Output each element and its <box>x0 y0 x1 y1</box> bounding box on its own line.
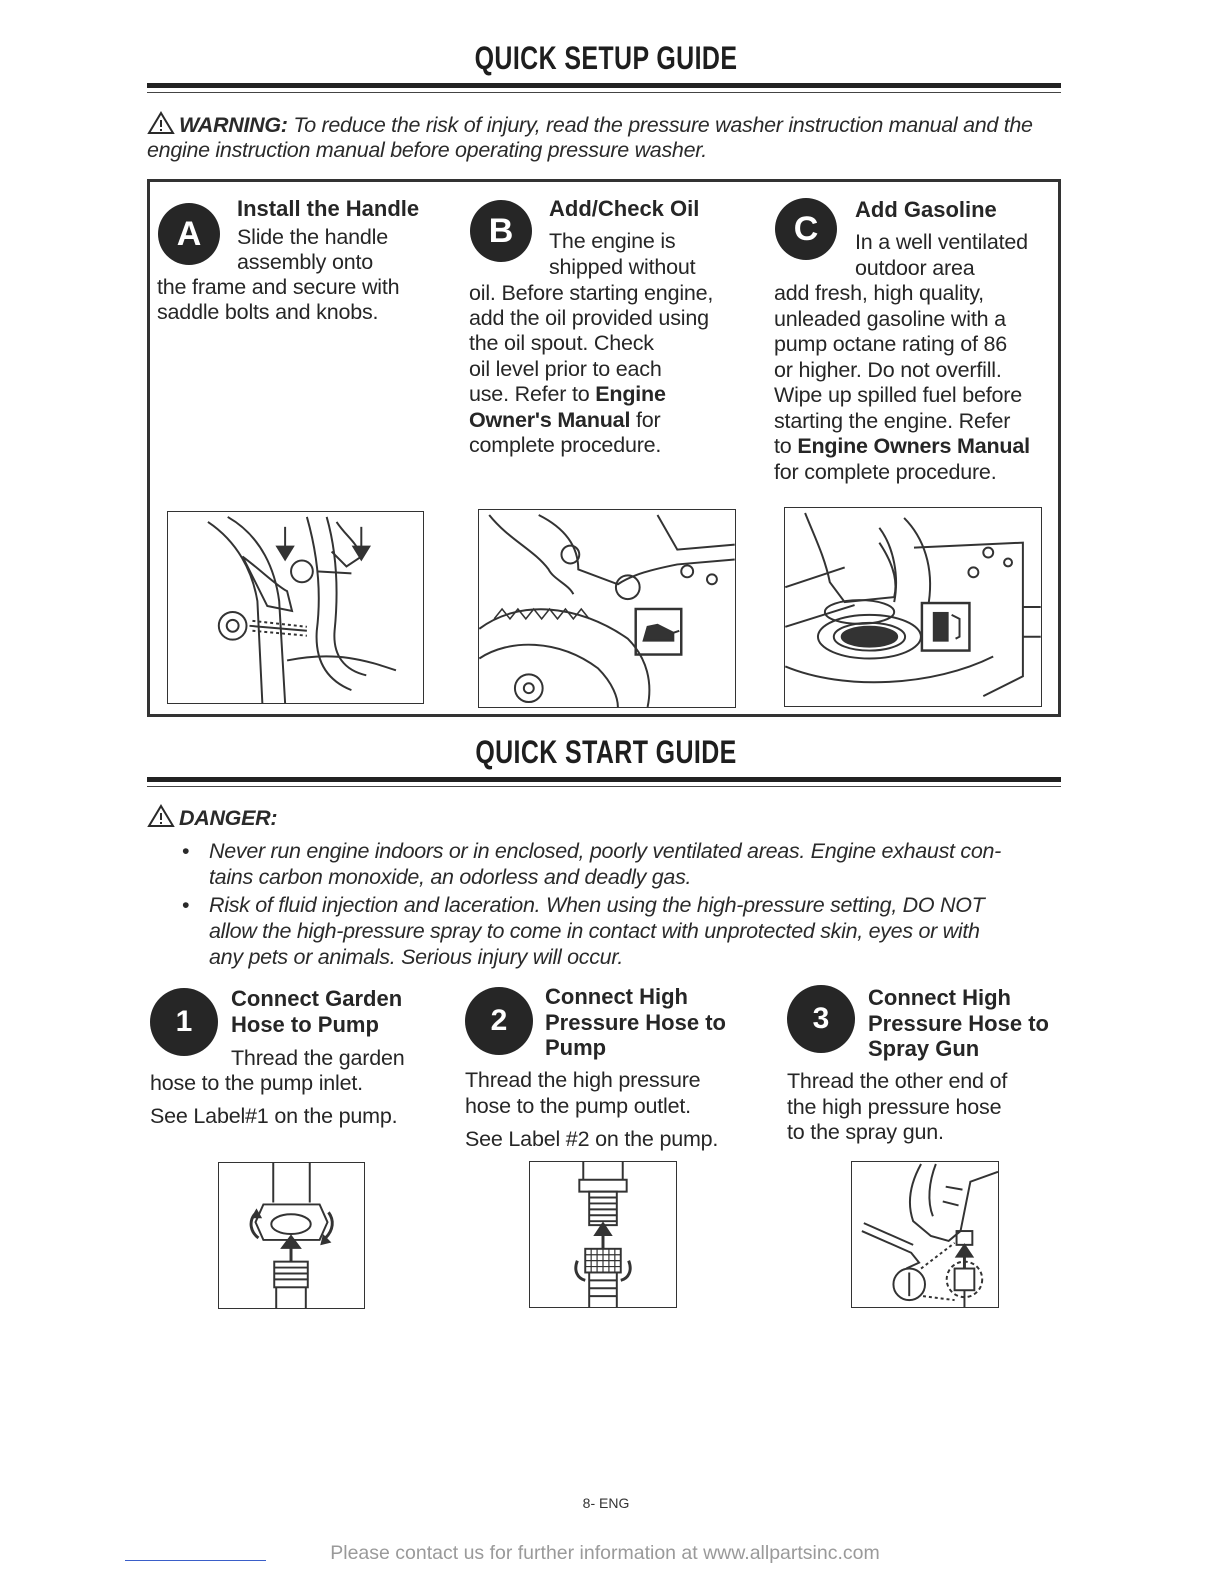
step-1-badge: 1 <box>150 988 218 1056</box>
setup-title-rule-thin <box>147 92 1061 93</box>
step-b-text-line: oil level prior to each <box>469 357 662 381</box>
danger-line: Risk of fluid injection and laceration. When using the high-pressure setting, DO NOT <box>209 893 985 917</box>
step-a-badge: A <box>158 203 220 265</box>
oil-fill-drawing <box>479 510 735 707</box>
start-title-rule <box>147 777 1061 782</box>
warning-text: To reduce the risk of injury, read the pressure washer instruction manual and the engine instruction manual before operating pressure washer. <box>147 113 1033 162</box>
engine-owners-manual-ref: Engine Owners Manual <box>797 434 1030 458</box>
step-a-text-line: saddle bolts and knobs. <box>157 300 379 324</box>
danger-list <box>182 838 1072 972</box>
page-number: 8- ENG <box>582 1495 630 1511</box>
step-b-text-line: oil. Before starting engine, <box>469 281 714 305</box>
step-c-text-line: pump octane rating of 86 <box>774 332 1008 356</box>
danger-item <box>182 892 1072 970</box>
warning-label: WARNING: <box>179 113 288 137</box>
step-2-title-line: Connect High <box>545 984 688 1009</box>
step-c-text-line: outdoor area <box>855 256 975 280</box>
step-1-title-line: Hose to Pump <box>231 1012 379 1037</box>
danger-triangle-icon <box>147 804 175 828</box>
step-b-text-line: complete procedure. <box>469 433 662 457</box>
spray-gun-illustration <box>851 1161 999 1308</box>
step-1-note: See Label#1 on the pump. <box>150 1104 398 1128</box>
step-b-text-line: The engine is <box>549 229 676 253</box>
step-a-text-line: assembly onto <box>237 250 374 274</box>
step-3-title-line: Pressure Hose to <box>868 1011 1049 1036</box>
engine-manual-ref: Engine <box>595 382 666 406</box>
gasoline-fill-illustration <box>784 507 1042 707</box>
step-a-text-line: the frame and secure with <box>157 275 400 299</box>
step-3-title-line: Connect High <box>868 985 1011 1010</box>
step-b-badge: B <box>470 200 532 262</box>
step-c-text-line: or higher. Do not overfill. <box>774 358 1002 382</box>
step-a-text-line: Slide the handle <box>237 225 389 249</box>
step-b-title: Add/Check Oil <box>549 196 700 221</box>
danger-line: allow the high-pressure spray to come in contact with unprotected skin, eyes or with <box>209 919 980 943</box>
danger-item <box>182 838 1072 890</box>
step-3-text-line: the high pressure hose <box>787 1095 1002 1119</box>
bullet-icon: • <box>182 839 190 863</box>
step-a-title: Install the Handle <box>237 196 420 221</box>
bullet-icon: • <box>182 893 190 917</box>
step-3-text-line: to the spray gun. <box>787 1120 944 1144</box>
step-2-title-line: Pump <box>545 1035 607 1060</box>
handle-bolt-drawing <box>168 512 423 703</box>
step-c-text-line: add fresh, high quality, <box>774 281 984 305</box>
step-b-reference-cont: Owner's Manual for <box>469 408 661 432</box>
step-b-text-line: add the oil provided using <box>469 306 709 330</box>
step-c-text-line: unleaded gasoline with a <box>774 307 1006 331</box>
step-3-text-line: Thread the other end of <box>787 1069 1008 1093</box>
pump-outlet-illustration <box>529 1161 677 1308</box>
oil-check-illustration <box>478 509 736 708</box>
warning-notice <box>147 111 1077 163</box>
danger-label: DANGER: <box>179 806 278 830</box>
setup-title: QUICK SETUP GUIDE <box>474 40 738 76</box>
step-b-reference: use. Refer to Engine <box>469 382 666 406</box>
step-3-badge: 3 <box>787 985 855 1053</box>
step-1-text-line: Thread the garden <box>231 1046 405 1070</box>
high-pressure-hose-pump-drawing <box>530 1162 676 1307</box>
step-c-text-line: Wipe up spilled fuel before <box>774 383 1022 407</box>
setup-title-rule <box>147 83 1061 88</box>
warning-triangle-icon <box>147 111 175 135</box>
step-2-text-line: hose to the pump outlet. <box>465 1094 691 1118</box>
start-title-rule-thin <box>147 786 1061 787</box>
step-c-reference: to Engine Owners Manual <box>774 434 1030 458</box>
step-c-text-line: for complete procedure. <box>774 460 997 484</box>
garden-hose-illustration <box>218 1162 365 1309</box>
step-3-title-line: Spray Gun <box>868 1036 980 1061</box>
contact-note: Please contact us for further information at www.allpartsinc.com <box>330 1542 880 1564</box>
step-c-title: Add Gasoline <box>855 197 997 222</box>
step-b-text-line: the oil spout. Check <box>469 331 654 355</box>
step-c-badge: C <box>775 198 837 260</box>
step-2-badge: 2 <box>465 987 533 1055</box>
step-2-title-line: Pressure Hose to <box>545 1010 726 1035</box>
step-c-text-line: starting the engine. Refer <box>774 409 1011 433</box>
danger-line: tains carbon monoxide, an odorless and deadly gas. <box>209 865 692 889</box>
step-1-text-line: hose to the pump inlet. <box>150 1071 363 1095</box>
step-2-text-line: Thread the high pressure <box>465 1068 701 1092</box>
handle-install-illustration <box>167 511 424 704</box>
danger-line: any pets or animals. Serious injury will occur. <box>209 945 624 969</box>
fuel-tank-drawing <box>785 508 1041 706</box>
step-1-title-line: Connect Garden <box>231 986 403 1011</box>
spray-gun-connection-drawing <box>852 1162 998 1307</box>
step-c-text-line: In a well ventilated <box>855 230 1028 254</box>
danger-heading <box>147 804 1077 831</box>
step-2-note: See Label #2 on the pump. <box>465 1127 719 1151</box>
step-b-text-line: shipped without <box>549 255 696 279</box>
start-title: QUICK START GUIDE <box>475 734 737 770</box>
danger-line: Never run engine indoors or in enclosed, poorly ventilated areas. Engine exhaust con- <box>209 839 1001 863</box>
garden-hose-connector-drawing <box>219 1163 364 1308</box>
